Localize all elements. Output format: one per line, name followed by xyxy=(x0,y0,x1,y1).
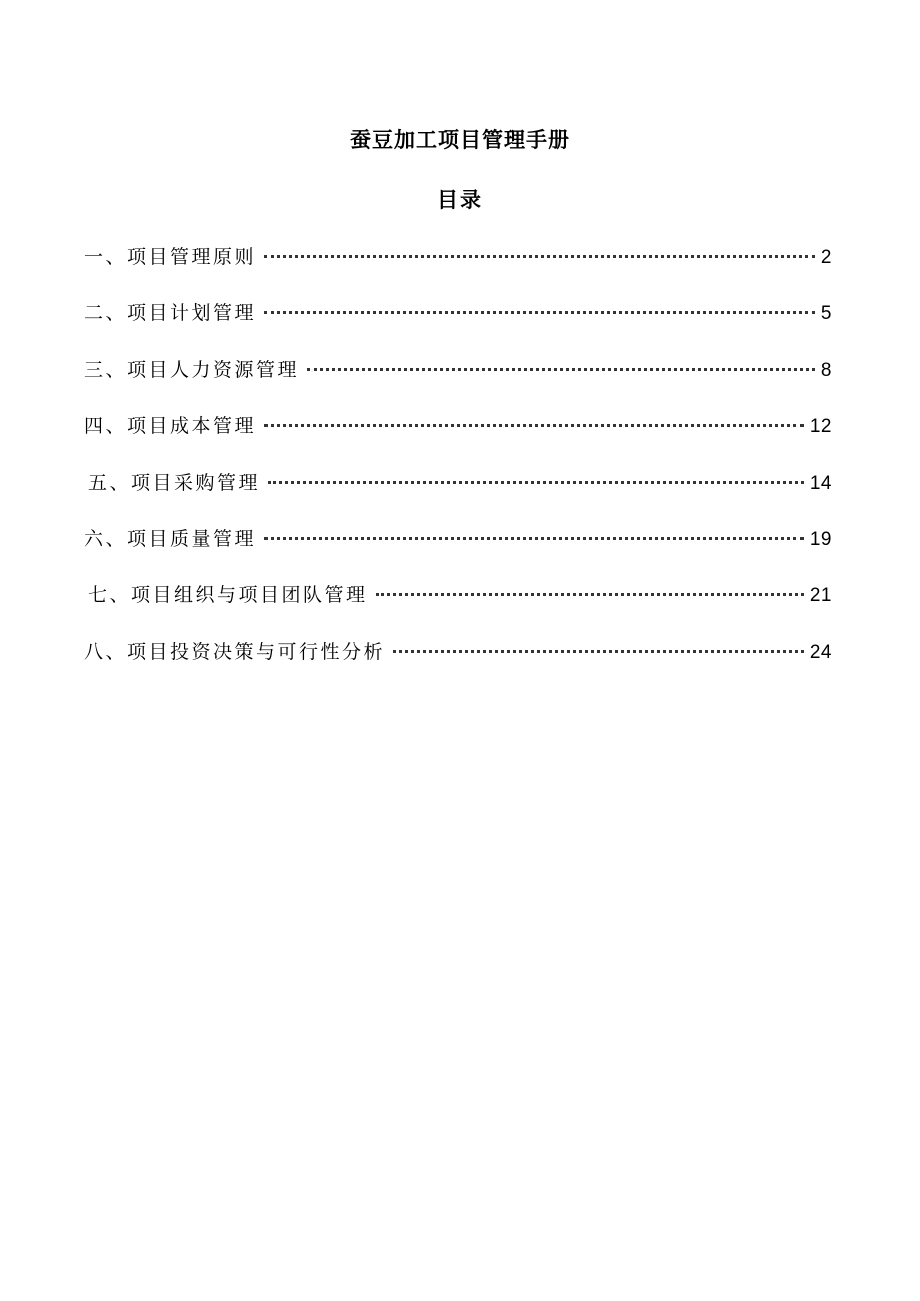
toc-dot-leader xyxy=(264,255,815,258)
toc-entry-label: 四、项目成本管理 xyxy=(84,415,257,438)
toc-entry-label: 三、项目人力资源管理 xyxy=(84,358,300,381)
document-title: 蚕豆加工项目管理手册 xyxy=(350,128,570,152)
toc-entry-8[interactable] xyxy=(84,635,832,691)
toc-entry-5[interactable] xyxy=(84,466,832,522)
toc-entry-page: 19 xyxy=(809,528,832,550)
toc-dot-leader xyxy=(307,368,815,371)
toc-entry-7[interactable] xyxy=(84,578,832,634)
toc-entry-label: 八、项目投资决策与可行性分析 xyxy=(84,640,386,663)
toc-entry-4[interactable] xyxy=(84,409,832,465)
toc-dot-leader xyxy=(268,481,804,484)
toc-entry-page: 24 xyxy=(809,641,832,663)
toc-entry-label: 六、项目质量管理 xyxy=(84,527,257,550)
toc-dot-leader xyxy=(376,593,804,596)
toc-entry-page: 8 xyxy=(820,359,832,381)
toc-heading: 目录 xyxy=(437,188,483,212)
toc-dot-leader xyxy=(264,537,804,540)
toc-entry-label: 二、项目计划管理 xyxy=(84,302,257,325)
toc-entry-page: 14 xyxy=(809,472,832,494)
table-of-contents xyxy=(84,240,832,691)
toc-entry-1[interactable] xyxy=(84,240,832,296)
toc-entry-page: 2 xyxy=(820,247,832,268)
toc-dot-leader xyxy=(264,311,815,314)
toc-entry-label: 五、项目采购管理 xyxy=(88,471,261,494)
toc-entry-page: 21 xyxy=(809,585,832,607)
toc-dot-leader xyxy=(264,424,804,427)
toc-entry-6[interactable] xyxy=(84,522,832,578)
toc-entry-label: 七、项目组织与项目团队管理 xyxy=(88,584,368,607)
toc-entry-3[interactable] xyxy=(84,353,832,409)
toc-dot-leader xyxy=(393,650,804,653)
toc-entry-label: 一、项目管理原则 xyxy=(84,246,257,268)
toc-entry-page: 12 xyxy=(809,416,832,438)
toc-entry-2[interactable] xyxy=(84,296,832,352)
toc-entry-page: 5 xyxy=(820,303,832,325)
